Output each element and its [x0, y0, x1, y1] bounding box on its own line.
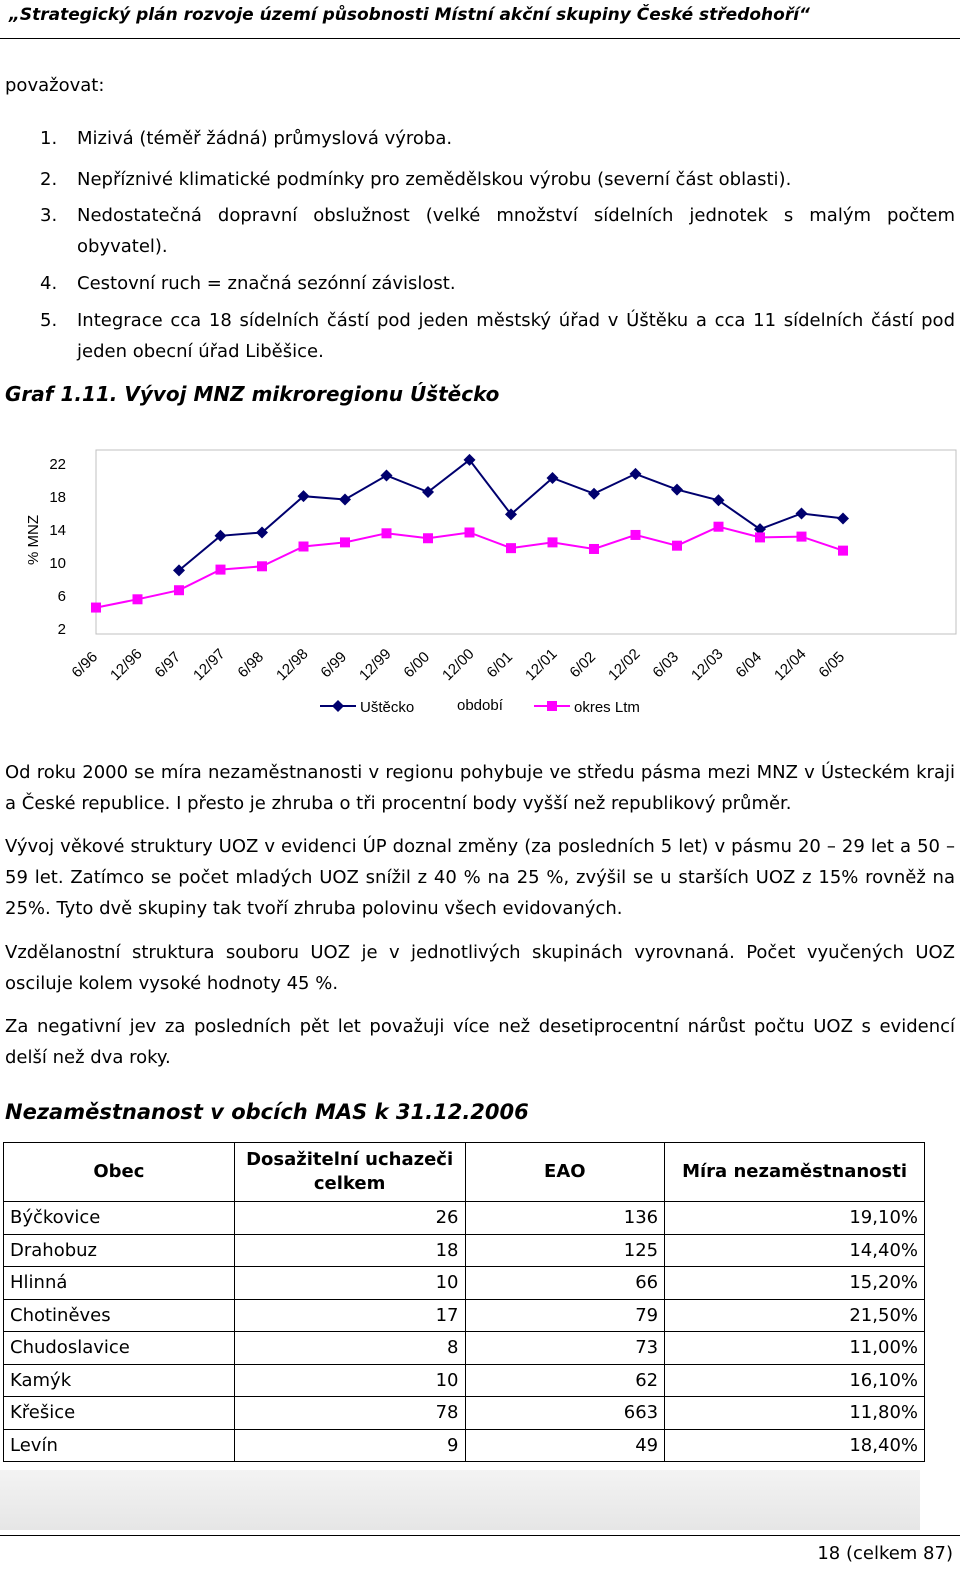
- data-point: [423, 533, 433, 543]
- table-row: [4, 1234, 925, 1267]
- value-cell: 73: [465, 1332, 665, 1365]
- series-line: [96, 527, 843, 608]
- data-point: [299, 542, 309, 552]
- paragraph: Vývoj věkové struktury UOZ v evidenci ÚP doznal změny (za posledních 5 let) v pásmu 20 – 29 let a 50 – 59 let. Zatímco se počet mladých UOZ snížil z 40 % na 25 %, zvýšil se u starších UOZ z 15% rovněž na 25%. Tyto dvě skupiny tak tvoří zhruba polovinu všech evidovaných.: [5, 836, 955, 919]
- value-cell: 78: [234, 1397, 465, 1430]
- x-tick-label: 6/97: [151, 648, 185, 682]
- value-cell: 14,40%: [665, 1234, 925, 1267]
- data-point: [465, 527, 475, 537]
- table-row: [4, 1267, 925, 1300]
- list-number: 5.: [40, 310, 58, 331]
- data-point: [382, 528, 392, 538]
- data-point: [714, 522, 724, 532]
- data-point: [631, 530, 641, 540]
- y-axis-label: % MNZ: [25, 515, 42, 565]
- column-header: Obec: [4, 1143, 235, 1202]
- data-point: [589, 544, 599, 554]
- value-cell: 66: [465, 1267, 665, 1300]
- data-point: [797, 532, 807, 542]
- table-row: [4, 1429, 925, 1462]
- page-footer: [0, 1535, 960, 1570]
- value-cell: 9: [234, 1429, 465, 1462]
- graph-title: Graf 1.11. Vývoj MNZ mikroregionu Úštěcko: [5, 382, 500, 406]
- x-tick-label: 6/99: [317, 648, 351, 682]
- intro-text: považovat:: [5, 75, 105, 96]
- value-cell: 49: [465, 1429, 665, 1462]
- data-point: [257, 561, 267, 571]
- data-point: [548, 537, 558, 547]
- table-header-row: [4, 1143, 925, 1202]
- municipality-cell: Chotiněves: [4, 1299, 235, 1332]
- data-point: [755, 532, 765, 542]
- value-cell: 11,00%: [665, 1332, 925, 1365]
- legend-marker: [547, 701, 557, 711]
- legend-label: okres Ltm: [574, 699, 640, 716]
- list-number: 3.: [40, 205, 58, 226]
- unemployment-table: [3, 1142, 925, 1462]
- data-point: [838, 546, 848, 556]
- data-point: [381, 470, 393, 482]
- value-cell: 16,10%: [665, 1364, 925, 1397]
- legend-label: Uštěcko: [360, 699, 415, 716]
- x-tick-label: 6/04: [732, 648, 766, 682]
- x-tick-label: 12/04: [771, 645, 810, 685]
- x-tick-label: 12/97: [190, 645, 229, 685]
- municipality-cell: Chudoslavice: [4, 1332, 235, 1365]
- value-cell: 663: [465, 1397, 665, 1430]
- data-point: [506, 543, 516, 553]
- x-tick-label: 12/02: [605, 645, 644, 685]
- data-point: [133, 594, 143, 604]
- x-tick-label: 12/01: [522, 645, 561, 685]
- value-cell: 26: [234, 1202, 465, 1235]
- x-tick-label: 12/96: [107, 645, 146, 685]
- table-row: [4, 1332, 925, 1365]
- value-cell: 10: [234, 1364, 465, 1397]
- y-tick-label: 10: [49, 555, 66, 572]
- table-row: [4, 1202, 925, 1235]
- list-text: Nedostatečná dopravní obslužnost (velké množství sídelních jednotek s malým počtem obyvatel).: [77, 205, 955, 257]
- y-tick-label: 14: [49, 522, 66, 539]
- list-text: Mizivá (téměř žádná) průmyslová výroba.: [77, 128, 453, 149]
- municipality-cell: Drahobuz: [4, 1234, 235, 1267]
- column-header: Míra nezaměstnanosti: [665, 1143, 925, 1202]
- data-point: [339, 493, 351, 505]
- value-cell: 15,20%: [665, 1267, 925, 1300]
- list-text: Cestovní ruch = značná sezónní závislost.: [77, 273, 456, 294]
- x-axis-label: období: [457, 697, 503, 714]
- data-point: [630, 468, 642, 480]
- x-tick-label: 6/01: [483, 648, 517, 682]
- data-point: [174, 585, 184, 595]
- x-tick-label: 6/96: [68, 648, 102, 682]
- x-tick-label: 12/03: [688, 645, 727, 685]
- municipality-cell: Hlinná: [4, 1267, 235, 1300]
- table-row: [4, 1397, 925, 1430]
- x-tick-label: 6/98: [234, 648, 268, 682]
- value-cell: 19,10%: [665, 1202, 925, 1235]
- y-tick-label: 6: [57, 588, 66, 605]
- data-point: [796, 508, 808, 520]
- data-point: [713, 494, 725, 506]
- background-image: [0, 1470, 920, 1530]
- data-point: [91, 603, 101, 613]
- list-number: 2.: [40, 169, 58, 190]
- municipality-cell: Kamýk: [4, 1364, 235, 1397]
- value-cell: 17: [234, 1299, 465, 1332]
- paragraph: Vzdělanostní struktura souboru UOZ je v jednotlivých skupinách vyrovnaná. Počet vyučených UOZ osciluje kolem vysoké hodnoty 45 %.: [5, 942, 955, 994]
- x-tick-label: 12/98: [273, 645, 312, 685]
- y-tick-label: 22: [49, 456, 66, 473]
- data-point: [671, 484, 683, 496]
- municipality-cell: Býčkovice: [4, 1202, 235, 1235]
- value-cell: 136: [465, 1202, 665, 1235]
- y-tick-label: 18: [49, 489, 66, 506]
- paragraph: Za negativní jev za posledních pět let považuji více než desetiprocentní nárůst počtu UOZ s evidencí delší než dva roky.: [5, 1016, 955, 1068]
- value-cell: 125: [465, 1234, 665, 1267]
- list-text: Nepříznivé klimatické podmínky pro zemědělskou výrobu (severní část oblasti).: [77, 169, 792, 190]
- legend-marker: [332, 700, 344, 712]
- data-point: [216, 565, 226, 575]
- x-tick-label: 6/05: [815, 648, 849, 682]
- list-number: 1.: [40, 128, 58, 149]
- table-row: [4, 1299, 925, 1332]
- table-row: [4, 1364, 925, 1397]
- column-header: Dosažitelní uchazeči celkem: [234, 1143, 465, 1202]
- municipality-cell: Levín: [4, 1429, 235, 1462]
- value-cell: 62: [465, 1364, 665, 1397]
- list-text: Integrace cca 18 sídelních částí pod jeden městský úřad v Úštěku a cca 11 sídelních částí pod jeden obecní úřad Liběšice.: [77, 310, 955, 362]
- x-tick-label: 12/99: [356, 645, 395, 685]
- data-point: [340, 537, 350, 547]
- mnz-line-chart: [0, 440, 960, 730]
- value-cell: 10: [234, 1267, 465, 1300]
- y-tick-label: 2: [57, 621, 66, 638]
- value-cell: 18: [234, 1234, 465, 1267]
- plot-area: [96, 450, 956, 634]
- page-header: [0, 0, 960, 39]
- value-cell: 18,40%: [665, 1429, 925, 1462]
- x-tick-label: 6/00: [400, 648, 434, 682]
- value-cell: 11,80%: [665, 1397, 925, 1430]
- page-number: 18 (celkem 87): [817, 1543, 953, 1564]
- list-number: 4.: [40, 273, 58, 294]
- municipality-cell: Křešice: [4, 1397, 235, 1430]
- document-title: „Strategický plán rozvoje území působnosti Místní akční skupiny České středohoří“: [8, 5, 810, 25]
- paragraph: Od roku 2000 se míra nezaměstnanosti v regionu pohybuje ve středu pásma mezi MNZ v Ústeckém kraji a České republice. I přesto je zhruba o tři procentní body vyšší než republikový průměr.: [5, 762, 955, 814]
- value-cell: 21,50%: [665, 1299, 925, 1332]
- x-tick-label: 6/02: [566, 648, 600, 682]
- value-cell: 8: [234, 1332, 465, 1365]
- value-cell: 79: [465, 1299, 665, 1332]
- column-header: EAO: [465, 1143, 665, 1202]
- x-tick-label: 12/00: [439, 645, 478, 685]
- data-point: [588, 488, 600, 500]
- table-title: Nezaměstnanost v obcích MAS k 31.12.2006: [5, 1100, 529, 1124]
- x-tick-label: 6/03: [649, 648, 683, 682]
- data-point: [672, 541, 682, 551]
- data-point: [837, 512, 849, 524]
